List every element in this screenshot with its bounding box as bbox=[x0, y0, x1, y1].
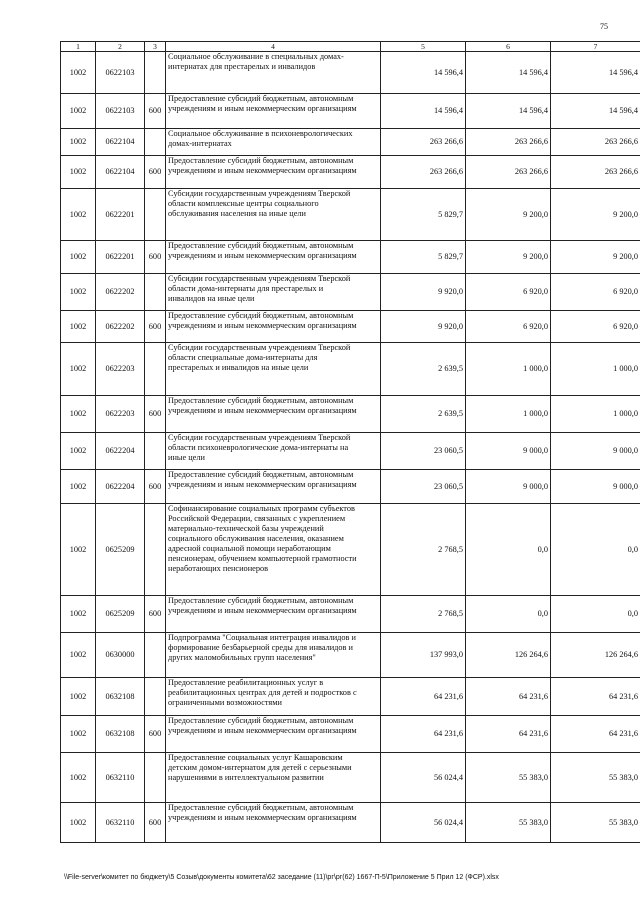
amount-col-7: 9 200,0 bbox=[551, 189, 640, 241]
amount-col-5: 9 920,0 bbox=[381, 274, 466, 311]
amount-col-7: 0,0 bbox=[551, 504, 640, 596]
amount-col-6: 0,0 bbox=[466, 596, 551, 633]
amount-col-6: 6 920,0 bbox=[466, 274, 551, 311]
expense-description: Социальное обслуживание в специальных домах- интернатах для престарелых и инвалидов bbox=[166, 52, 381, 94]
target-article-code: 0632110 bbox=[96, 753, 145, 803]
amount-col-5: 56 024,4 bbox=[381, 803, 466, 843]
table-row bbox=[61, 803, 640, 843]
column-header-6: 6 bbox=[466, 42, 551, 52]
amount-col-6: 14 596,4 bbox=[466, 52, 551, 94]
expense-description: Предоставление субсидий бюджетным, автономным учреждениям и иным некоммерческим организациям bbox=[166, 311, 381, 343]
section-code: 1002 bbox=[61, 241, 96, 274]
expense-type-code bbox=[145, 633, 166, 678]
amount-col-6: 9 200,0 bbox=[466, 189, 551, 241]
amount-col-7: 14 596,4 bbox=[551, 94, 640, 129]
expense-description: Предоставление субсидий бюджетным, автономным учреждениям и иным некоммерческим организациям bbox=[166, 596, 381, 633]
expense-type-code bbox=[145, 274, 166, 311]
table-row bbox=[61, 596, 640, 633]
table-row bbox=[61, 433, 640, 470]
expense-description: Предоставление субсидий бюджетным, автономным учреждениям и иным некоммерческим организациям bbox=[166, 716, 381, 753]
section-code: 1002 bbox=[61, 156, 96, 189]
file-path-footer: \\File-server\комитет по бюджету\5 Созыв\документы комитета\62 заседание (11)\рг\рг(62) 1667-П-5\Приложение 5 Прил 12 (ФСР).xlsx bbox=[64, 874, 499, 881]
section-code: 1002 bbox=[61, 94, 96, 129]
target-article-code: 0622103 bbox=[96, 94, 145, 129]
amount-col-7: 0,0 bbox=[551, 596, 640, 633]
section-code: 1002 bbox=[61, 504, 96, 596]
expense-description: Субсидии государственным учреждениям Тверской области комплексные центры социального обслуживания населения на иные цели bbox=[166, 189, 381, 241]
table-row bbox=[61, 311, 640, 343]
amount-col-7: 14 596,4 bbox=[551, 52, 640, 94]
expense-type-code: 600 bbox=[145, 241, 166, 274]
amount-col-5: 56 024,4 bbox=[381, 753, 466, 803]
amount-col-7: 64 231,6 bbox=[551, 678, 640, 716]
amount-col-7: 263 266,6 bbox=[551, 156, 640, 189]
table-row bbox=[61, 94, 640, 129]
expense-type-code bbox=[145, 52, 166, 94]
amount-col-7: 55 383,0 bbox=[551, 803, 640, 843]
expense-type-code: 600 bbox=[145, 803, 166, 843]
section-code: 1002 bbox=[61, 52, 96, 94]
expense-description: Предоставление социальных услуг Кашаровским детским домом-интернатом для детей с серьезными нарушениями в интеллектуальном развитии bbox=[166, 753, 381, 803]
amount-col-6: 55 383,0 bbox=[466, 753, 551, 803]
expense-description: Софинансирование социальных программ субъектов Российской Федерации, связанных с укреплением материально-технической базы учреждений социального обслуживания населения, оказанием адресной социальной помощи неработающим пенсионерам, обучением компьютерной грамотности неработающих пенсионеров bbox=[166, 504, 381, 596]
expense-type-code: 600 bbox=[145, 94, 166, 129]
amount-col-6: 263 266,6 bbox=[466, 156, 551, 189]
expense-type-code: 600 bbox=[145, 311, 166, 343]
table-row bbox=[61, 396, 640, 433]
amount-col-6: 9 000,0 bbox=[466, 470, 551, 504]
expense-type-code bbox=[145, 433, 166, 470]
amount-col-5: 64 231,6 bbox=[381, 716, 466, 753]
target-article-code: 0622203 bbox=[96, 343, 145, 396]
amount-col-7: 55 383,0 bbox=[551, 753, 640, 803]
expense-type-code bbox=[145, 189, 166, 241]
amount-col-6: 263 266,6 bbox=[466, 129, 551, 156]
expense-description: Субсидии государственным учреждениям Тверской области психоневрологические дома-интернаты на иные цели bbox=[166, 433, 381, 470]
expense-type-code: 600 bbox=[145, 470, 166, 504]
expense-description: Предоставление субсидий бюджетным, автономным учреждениям и иным некоммерческим организациям bbox=[166, 396, 381, 433]
section-code: 1002 bbox=[61, 343, 96, 396]
amount-col-7: 6 920,0 bbox=[551, 274, 640, 311]
amount-col-5: 2 639,5 bbox=[381, 396, 466, 433]
expense-description: Предоставление субсидий бюджетным, автономным учреждениям и иным некоммерческим организациям bbox=[166, 470, 381, 504]
amount-col-7: 1 000,0 bbox=[551, 343, 640, 396]
column-header-4: 4 bbox=[166, 42, 381, 52]
expense-description: Предоставление реабилитационных услуг в реабилитационных центрах для детей и подростков с ограниченными возможностями bbox=[166, 678, 381, 716]
amount-col-5: 263 266,6 bbox=[381, 156, 466, 189]
table-row bbox=[61, 470, 640, 504]
expense-type-code bbox=[145, 678, 166, 716]
target-article-code: 0622204 bbox=[96, 470, 145, 504]
header-row bbox=[61, 42, 640, 52]
target-article-code: 0632108 bbox=[96, 678, 145, 716]
expense-description: Предоставление субсидий бюджетным, автономным учреждениям и иным некоммерческим организациям bbox=[166, 803, 381, 843]
target-article-code: 0622203 bbox=[96, 396, 145, 433]
amount-col-5: 64 231,6 bbox=[381, 678, 466, 716]
amount-col-5: 263 266,6 bbox=[381, 129, 466, 156]
table-row bbox=[61, 52, 640, 94]
target-article-code: 0622104 bbox=[96, 156, 145, 189]
target-article-code: 0622201 bbox=[96, 241, 145, 274]
target-article-code: 0625209 bbox=[96, 504, 145, 596]
amount-col-7: 9 200,0 bbox=[551, 241, 640, 274]
expense-description: Социальное обслуживание в психоневрологических домах-интернатах bbox=[166, 129, 381, 156]
amount-col-5: 2 768,5 bbox=[381, 504, 466, 596]
target-article-code: 0622202 bbox=[96, 274, 145, 311]
section-code: 1002 bbox=[61, 129, 96, 156]
amount-col-7: 263 266,6 bbox=[551, 129, 640, 156]
section-code: 1002 bbox=[61, 633, 96, 678]
amount-col-5: 23 060,5 bbox=[381, 470, 466, 504]
expense-description: Подпрограмма "Социальная интеграция инвалидов и формирование безбарьерной среды для инвалидов и других маломобильных групп населения" bbox=[166, 633, 381, 678]
target-article-code: 0632108 bbox=[96, 716, 145, 753]
expense-type-code: 600 bbox=[145, 596, 166, 633]
amount-col-5: 137 993,0 bbox=[381, 633, 466, 678]
expense-type-code bbox=[145, 343, 166, 396]
table-row bbox=[61, 156, 640, 189]
column-header-5: 5 bbox=[381, 42, 466, 52]
table-row bbox=[61, 633, 640, 678]
amount-col-5: 2 768,5 bbox=[381, 596, 466, 633]
expense-type-code: 600 bbox=[145, 396, 166, 433]
expense-type-code bbox=[145, 753, 166, 803]
amount-col-6: 64 231,6 bbox=[466, 716, 551, 753]
target-article-code: 0622201 bbox=[96, 189, 145, 241]
table-row bbox=[61, 274, 640, 311]
table-row bbox=[61, 678, 640, 716]
section-code: 1002 bbox=[61, 678, 96, 716]
amount-col-5: 5 829,7 bbox=[381, 189, 466, 241]
section-code: 1002 bbox=[61, 433, 96, 470]
amount-col-6: 55 383,0 bbox=[466, 803, 551, 843]
amount-col-5: 5 829,7 bbox=[381, 241, 466, 274]
target-article-code: 0622103 bbox=[96, 52, 145, 94]
table-row bbox=[61, 753, 640, 803]
amount-col-5: 9 920,0 bbox=[381, 311, 466, 343]
amount-col-5: 23 060,5 bbox=[381, 433, 466, 470]
amount-col-6: 6 920,0 bbox=[466, 311, 551, 343]
column-header-3: 3 bbox=[145, 42, 166, 52]
section-code: 1002 bbox=[61, 470, 96, 504]
amount-col-7: 9 000,0 bbox=[551, 470, 640, 504]
amount-col-7: 6 920,0 bbox=[551, 311, 640, 343]
table-row bbox=[61, 129, 640, 156]
amount-col-6: 1 000,0 bbox=[466, 396, 551, 433]
section-code: 1002 bbox=[61, 274, 96, 311]
expense-description: Предоставление субсидий бюджетным, автономным учреждениям и иным некоммерческим организациям bbox=[166, 156, 381, 189]
table-row bbox=[61, 241, 640, 274]
amount-col-6: 0,0 bbox=[466, 504, 551, 596]
expense-type-code: 600 bbox=[145, 156, 166, 189]
table-row bbox=[61, 504, 640, 596]
section-code: 1002 bbox=[61, 396, 96, 433]
section-code: 1002 bbox=[61, 596, 96, 633]
table-row bbox=[61, 189, 640, 241]
expense-description: Предоставление субсидий бюджетным, автономным учреждениям и иным некоммерческим организациям bbox=[166, 94, 381, 129]
amount-col-6: 9 000,0 bbox=[466, 433, 551, 470]
section-code: 1002 bbox=[61, 753, 96, 803]
target-article-code: 0630000 bbox=[96, 633, 145, 678]
column-header-7: 7 bbox=[551, 42, 640, 52]
target-article-code: 0622104 bbox=[96, 129, 145, 156]
column-header-1: 1 bbox=[61, 42, 96, 52]
target-article-code: 0622202 bbox=[96, 311, 145, 343]
expense-type-code bbox=[145, 129, 166, 156]
page-number: 75 bbox=[600, 22, 608, 31]
amount-col-7: 64 231,6 bbox=[551, 716, 640, 753]
amount-col-6: 9 200,0 bbox=[466, 241, 551, 274]
budget-table bbox=[60, 41, 640, 843]
column-header-2: 2 bbox=[96, 42, 145, 52]
amount-col-7: 1 000,0 bbox=[551, 396, 640, 433]
section-code: 1002 bbox=[61, 803, 96, 843]
amount-col-6: 1 000,0 bbox=[466, 343, 551, 396]
section-code: 1002 bbox=[61, 311, 96, 343]
amount-col-6: 126 264,6 bbox=[466, 633, 551, 678]
expense-description: Субсидии государственным учреждениям Тверской области специальные дома-интернаты для престарелых и инвалидов на иные цели bbox=[166, 343, 381, 396]
expense-type-code: 600 bbox=[145, 716, 166, 753]
section-code: 1002 bbox=[61, 189, 96, 241]
expense-type-code bbox=[145, 504, 166, 596]
amount-col-5: 2 639,5 bbox=[381, 343, 466, 396]
amount-col-6: 14 596,4 bbox=[466, 94, 551, 129]
target-article-code: 0632110 bbox=[96, 803, 145, 843]
section-code: 1002 bbox=[61, 716, 96, 753]
target-article-code: 0622204 bbox=[96, 433, 145, 470]
table-row bbox=[61, 343, 640, 396]
amount-col-7: 9 000,0 bbox=[551, 433, 640, 470]
amount-col-6: 64 231,6 bbox=[466, 678, 551, 716]
amount-col-7: 126 264,6 bbox=[551, 633, 640, 678]
amount-col-5: 14 596,4 bbox=[381, 94, 466, 129]
expense-description: Предоставление субсидий бюджетным, автономным учреждениям и иным некоммерческим организациям bbox=[166, 241, 381, 274]
table-row bbox=[61, 716, 640, 753]
amount-col-5: 14 596,4 bbox=[381, 52, 466, 94]
target-article-code: 0625209 bbox=[96, 596, 145, 633]
expense-description: Субсидии государственным учреждениям Тверской области дома-интернаты для престарелых и инвалидов на иные цели bbox=[166, 274, 381, 311]
